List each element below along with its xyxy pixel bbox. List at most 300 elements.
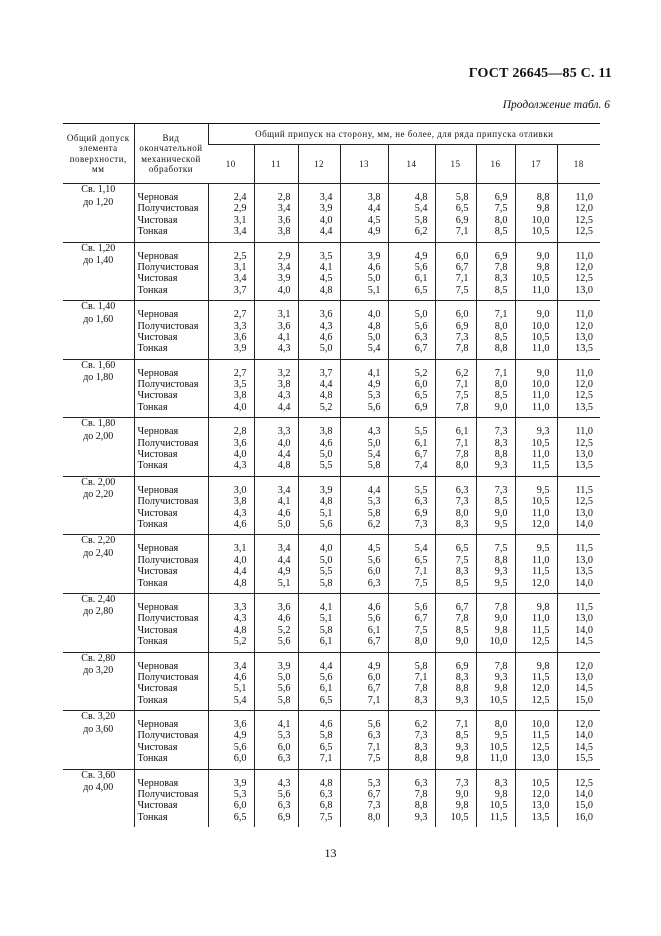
allowance-value: 11,5 xyxy=(575,601,593,613)
allowance-value: 3,1 xyxy=(277,309,291,321)
allowance-value: 9,5 xyxy=(536,484,550,496)
allowance-value: 7,8 xyxy=(414,683,428,695)
allowance-value: 7,1 xyxy=(455,273,469,285)
allowance-value: 12,5 xyxy=(575,226,593,238)
allowance-value: 14,0 xyxy=(575,518,593,530)
allowance-value: 5,8 xyxy=(367,460,381,472)
allowance-value: 13,5 xyxy=(575,460,593,472)
tolerance-line: до 4,00 xyxy=(83,782,114,794)
allowance-value: 11,0 xyxy=(532,401,550,413)
allowance-value: 5,0 xyxy=(319,449,333,461)
allowance-value: 5,8 xyxy=(367,507,381,519)
allowance-cell xyxy=(254,301,298,360)
allowance-cell xyxy=(254,242,298,301)
allowance-value: 5,6 xyxy=(277,636,291,648)
allowance-value: 3,8 xyxy=(277,226,291,238)
allowance-value: 7,1 xyxy=(319,753,333,765)
allowance-value: 11,5 xyxy=(532,624,550,636)
allowance-value: 11,0 xyxy=(575,309,593,321)
machining-type: Чистовая xyxy=(137,683,178,695)
allowance-value: 8,0 xyxy=(494,214,508,226)
allowance-value: 9,3 xyxy=(494,566,508,578)
allowance-value: 5,2 xyxy=(277,624,291,636)
allowance-value: 4,8 xyxy=(319,777,333,789)
allowance-value: 3,7 xyxy=(233,284,247,296)
allowance-cell xyxy=(340,476,388,535)
allowance-value: 6,1 xyxy=(319,683,333,695)
allowance-value: 10,5 xyxy=(531,777,550,789)
allowance-value: 8,0 xyxy=(494,320,508,332)
allowance-value: 4,8 xyxy=(319,284,333,296)
tolerance-line: Св. 3,20 xyxy=(81,711,116,723)
allowance-value: 6,7 xyxy=(455,601,469,613)
machining-type: Получистовая xyxy=(137,730,199,742)
allowance-value: 5,3 xyxy=(367,777,381,789)
allowance-value: 16,0 xyxy=(575,811,593,823)
machining-type: Черновая xyxy=(137,601,179,613)
allowance-value: 5,5 xyxy=(414,426,428,438)
allowance-cell xyxy=(298,711,340,770)
header-machining-type: Вид окончательной механической обработки xyxy=(134,124,208,184)
allowance-value: 6,2 xyxy=(414,226,428,238)
allowance-cell xyxy=(435,535,476,594)
allowance-value: 9,3 xyxy=(414,811,428,823)
allowance-value: 6,9 xyxy=(455,214,469,226)
allowance-value: 13,0 xyxy=(575,613,593,625)
allowance-value: 3,9 xyxy=(233,777,247,789)
allowance-value: 9,5 xyxy=(494,577,508,589)
allowance-value: 5,0 xyxy=(367,437,381,449)
allowance-value: 4,8 xyxy=(367,320,381,332)
allowance-value: 5,6 xyxy=(414,601,428,613)
page-number: 13 xyxy=(324,846,337,860)
allowance-value: 11,0 xyxy=(532,449,550,461)
allowance-value: 4,9 xyxy=(367,379,381,391)
allowance-cell xyxy=(208,652,254,711)
allowance-value: 3,4 xyxy=(277,261,291,273)
machining-type-cell xyxy=(134,418,208,477)
header-series-6: 16 xyxy=(476,145,515,184)
allowance-value: 9,0 xyxy=(494,401,508,413)
table-row xyxy=(63,535,600,594)
allowance-value: 8,3 xyxy=(494,437,508,449)
tolerance-line: Св. 2,20 xyxy=(81,535,116,547)
allowance-value: 8,5 xyxy=(494,390,508,402)
allowance-value: 2,9 xyxy=(277,250,291,262)
machining-type: Чистовая xyxy=(137,566,178,578)
allowance-value: 7,1 xyxy=(455,719,469,731)
allowance-value: 6,3 xyxy=(367,577,381,589)
machining-type: Тонкая xyxy=(137,401,168,413)
machining-type: Чистовая xyxy=(137,214,178,226)
table-row xyxy=(63,476,600,535)
allowance-cell xyxy=(298,418,340,477)
allowance-value: 4,6 xyxy=(277,613,291,625)
allowance-value: 3,9 xyxy=(319,484,333,496)
allowance-value: 9,8 xyxy=(455,800,469,812)
allowance-value: 4,6 xyxy=(277,507,291,519)
allowance-value: 8,0 xyxy=(494,379,508,391)
allowance-value: 6,0 xyxy=(367,566,381,578)
allowance-value: 5,1 xyxy=(277,577,291,589)
allowance-value: 6,3 xyxy=(414,777,428,789)
allowance-value: 7,1 xyxy=(367,741,381,753)
machining-type: Черновая xyxy=(137,543,179,555)
machining-type: Чистовая xyxy=(137,449,178,461)
allowance-value: 11,0 xyxy=(532,613,550,625)
allowance-value: 6,2 xyxy=(367,518,381,530)
allowance-value: 6,5 xyxy=(414,390,428,402)
allowance-value: 4,5 xyxy=(319,273,333,285)
allowance-value: 12,0 xyxy=(575,203,593,215)
allowance-value: 11,5 xyxy=(532,460,550,472)
allowance-value: 10,0 xyxy=(489,636,508,648)
allowance-cell xyxy=(208,535,254,594)
allowance-value: 5,3 xyxy=(367,390,381,402)
allowance-cell xyxy=(515,184,557,243)
tolerance-line: до 1,40 xyxy=(83,255,114,267)
allowance-value: 4,0 xyxy=(277,284,291,296)
allowance-value: 5,8 xyxy=(414,214,428,226)
allowance-value: 7,1 xyxy=(414,671,428,683)
table-row xyxy=(63,593,600,652)
allowance-value: 6,7 xyxy=(367,683,381,695)
allowance-cell xyxy=(254,535,298,594)
allowance-value: 4,4 xyxy=(277,554,291,566)
allowance-value: 13,0 xyxy=(531,800,550,812)
allowance-value: 12,0 xyxy=(531,577,550,589)
allowance-value: 5,5 xyxy=(319,460,333,472)
table-row xyxy=(63,711,600,770)
allowance-value: 3,9 xyxy=(233,343,247,355)
tolerance-cell xyxy=(63,476,134,535)
allowance-value: 5,0 xyxy=(319,554,333,566)
allowance-value: 6,5 xyxy=(319,694,333,706)
machining-type: Черновая xyxy=(137,777,179,789)
allowance-value: 4,3 xyxy=(233,613,247,625)
allowance-value: 4,6 xyxy=(319,719,333,731)
allowance-cell xyxy=(476,593,515,652)
allowance-value: 8,3 xyxy=(414,694,428,706)
machining-type: Черновая xyxy=(137,250,179,262)
allowance-value: 4,4 xyxy=(233,566,247,578)
allowance-cell xyxy=(557,476,600,535)
allowance-value: 7,3 xyxy=(455,777,469,789)
allowance-cell xyxy=(254,418,298,477)
allowance-value: 8,0 xyxy=(455,460,469,472)
allowance-value: 5,0 xyxy=(414,309,428,321)
allowance-cell xyxy=(515,476,557,535)
allowance-value: 15,0 xyxy=(575,694,593,706)
allowance-value: 12,5 xyxy=(531,636,550,648)
allowance-value: 6,3 xyxy=(414,496,428,508)
allowance-cell xyxy=(298,535,340,594)
allowance-value: 8,5 xyxy=(494,284,508,296)
allowance-cell xyxy=(254,593,298,652)
allowance-value: 6,3 xyxy=(319,789,333,801)
allowance-value: 8,3 xyxy=(494,273,508,285)
allowance-value: 4,4 xyxy=(319,660,333,672)
allowance-cell xyxy=(435,301,476,360)
allowance-value: 3,3 xyxy=(233,601,247,613)
machining-type: Тонкая xyxy=(137,577,168,589)
allowance-value: 4,4 xyxy=(277,449,291,461)
allowance-cell xyxy=(476,242,515,301)
machining-type: Тонкая xyxy=(137,811,168,823)
allowance-value: 3,6 xyxy=(319,309,333,321)
allowance-value: 9,8 xyxy=(494,624,508,636)
allowance-value: 2,8 xyxy=(233,426,247,438)
allowance-cell xyxy=(476,359,515,418)
allowance-value: 12,0 xyxy=(575,660,593,672)
machining-type: Чистовая xyxy=(137,624,178,636)
allowance-value: 10,0 xyxy=(531,320,550,332)
machining-type: Получистовая xyxy=(137,379,199,391)
allowance-value: 3,8 xyxy=(277,379,291,391)
allowance-value: 6,9 xyxy=(455,660,469,672)
allowance-value: 3,6 xyxy=(233,331,247,343)
allowance-value: 3,4 xyxy=(233,273,247,285)
allowance-cell xyxy=(435,418,476,477)
allowance-cell xyxy=(476,769,515,827)
allowance-value: 14,5 xyxy=(575,741,593,753)
allowance-value: 5,0 xyxy=(367,331,381,343)
machining-type: Тонкая xyxy=(137,284,168,296)
tolerance-line: Св. 2,00 xyxy=(81,476,116,488)
allowance-value: 3,6 xyxy=(233,719,247,731)
allowance-cell xyxy=(515,418,557,477)
allowance-value: 3,6 xyxy=(277,214,291,226)
allowance-cell xyxy=(340,418,388,477)
machining-type-cell xyxy=(134,359,208,418)
tolerance-line: Св. 1,80 xyxy=(81,418,116,430)
allowance-value: 8,8 xyxy=(494,449,508,461)
allowance-cell xyxy=(208,359,254,418)
allowance-cell xyxy=(298,301,340,360)
allowance-value: 7,5 xyxy=(455,554,469,566)
allowance-value: 9,0 xyxy=(536,367,550,379)
allowance-value: 7,5 xyxy=(455,284,469,296)
allowance-value: 7,8 xyxy=(414,789,428,801)
allowance-value: 8,8 xyxy=(536,192,550,203)
allowance-value: 4,6 xyxy=(233,671,247,683)
allowance-value: 5,6 xyxy=(414,320,428,332)
allowance-value: 14,5 xyxy=(575,683,593,695)
allowance-value: 5,4 xyxy=(233,694,247,706)
allowance-value: 11,0 xyxy=(575,367,593,379)
allowance-value: 5,2 xyxy=(233,636,247,648)
table-row xyxy=(63,301,600,360)
allowance-value: 9,5 xyxy=(536,543,550,555)
allowance-value: 11,5 xyxy=(575,484,593,496)
allowance-cell xyxy=(476,301,515,360)
allowance-value: 3,8 xyxy=(367,192,381,203)
allowance-value: 8,3 xyxy=(455,671,469,683)
allowance-value: 5,3 xyxy=(233,789,247,801)
allowance-value: 7,5 xyxy=(494,203,508,215)
allowance-value: 7,5 xyxy=(455,390,469,402)
header-series-2: 12 xyxy=(298,145,340,184)
allowance-value: 7,5 xyxy=(367,753,381,765)
allowance-value: 7,1 xyxy=(367,694,381,706)
allowance-value: 5,0 xyxy=(319,343,333,355)
header-series-4: 14 xyxy=(388,145,435,184)
allowance-value: 5,1 xyxy=(233,683,247,695)
allowance-value: 13,0 xyxy=(575,449,593,461)
allowance-value: 9,5 xyxy=(494,730,508,742)
allowance-value: 6,3 xyxy=(277,800,291,812)
allowance-value: 11,0 xyxy=(575,192,593,203)
allowance-value: 8,3 xyxy=(455,518,469,530)
header-series-1: 11 xyxy=(254,145,298,184)
allowance-value: 5,3 xyxy=(367,496,381,508)
allowance-value: 12,5 xyxy=(575,437,593,449)
allowance-value: 9,3 xyxy=(494,460,508,472)
allowance-cell xyxy=(340,301,388,360)
allowance-cell xyxy=(435,242,476,301)
allowance-value: 4,8 xyxy=(414,192,428,203)
machining-type-cell xyxy=(134,242,208,301)
allowance-value: 5,4 xyxy=(367,449,381,461)
machining-type: Получистовая xyxy=(137,437,199,449)
allowance-value: 6,1 xyxy=(319,636,333,648)
allowance-cell xyxy=(388,359,435,418)
allowance-value: 5,3 xyxy=(277,730,291,742)
allowance-cell xyxy=(298,769,340,827)
header-series-0: 10 xyxy=(208,145,254,184)
allowance-value: 6,7 xyxy=(414,343,428,355)
allowance-cell xyxy=(435,711,476,770)
tolerance-line: до 1,20 xyxy=(83,196,114,208)
allowance-value: 4,4 xyxy=(367,203,381,215)
allowance-value: 4,6 xyxy=(233,518,247,530)
header-series-8: 18 xyxy=(557,145,600,184)
allowance-value: 7,4 xyxy=(414,460,428,472)
allowance-value: 6,0 xyxy=(233,753,247,765)
allowance-cell xyxy=(435,184,476,243)
allowance-value: 5,2 xyxy=(319,401,333,413)
allowance-value: 6,1 xyxy=(414,273,428,285)
allowance-value: 3,8 xyxy=(233,496,247,508)
tolerance-cell xyxy=(63,359,134,418)
allowance-value: 14,0 xyxy=(575,789,593,801)
allowance-value: 4,0 xyxy=(367,309,381,321)
allowance-value: 3,4 xyxy=(233,226,247,238)
allowance-cell xyxy=(298,476,340,535)
allowance-value: 4,0 xyxy=(233,449,247,461)
allowance-value: 8,0 xyxy=(455,507,469,519)
allowance-value: 6,5 xyxy=(455,203,469,215)
tolerance-line: до 2,20 xyxy=(83,489,114,501)
machining-type: Тонкая xyxy=(137,636,168,648)
allowance-value: 8,0 xyxy=(414,636,428,648)
allowance-value: 4,9 xyxy=(277,566,291,578)
allowance-value: 13,5 xyxy=(531,811,550,823)
allowance-value: 13,0 xyxy=(575,331,593,343)
allowance-value: 11,5 xyxy=(532,566,550,578)
header-tolerance: Общий допуск элемента поверхности, мм xyxy=(63,124,134,184)
allowance-value: 10,0 xyxy=(531,719,550,731)
machining-type: Тонкая xyxy=(137,753,168,765)
allowance-value: 9,0 xyxy=(494,613,508,625)
allowance-value: 3,8 xyxy=(233,390,247,402)
allowance-value: 4,4 xyxy=(277,401,291,413)
machining-type: Чистовая xyxy=(137,390,178,402)
allowance-value: 3,9 xyxy=(277,660,291,672)
allowance-cell xyxy=(476,476,515,535)
allowance-value: 4,1 xyxy=(277,331,291,343)
allowance-value: 2,7 xyxy=(233,367,247,379)
tolerance-cell xyxy=(63,535,134,594)
allowance-cell xyxy=(340,711,388,770)
allowance-value: 3,9 xyxy=(319,203,333,215)
allowance-cell xyxy=(208,711,254,770)
allowance-value: 6,7 xyxy=(455,261,469,273)
allowance-cell xyxy=(340,769,388,827)
allowance-value: 6,9 xyxy=(414,507,428,519)
allowance-value: 9,8 xyxy=(494,683,508,695)
allowance-cell xyxy=(435,359,476,418)
allowance-cell xyxy=(557,242,600,301)
tolerance-cell xyxy=(63,301,134,360)
allowance-value: 3,2 xyxy=(277,367,291,379)
document-reference: ГОСТ 26645—85 С. 11 xyxy=(468,66,612,81)
header-series-7: 17 xyxy=(515,145,557,184)
allowance-value: 4,8 xyxy=(319,496,333,508)
allowance-value: 5,8 xyxy=(414,660,428,672)
allowance-value: 8,3 xyxy=(414,741,428,753)
tolerance-cell xyxy=(63,418,134,477)
machining-type: Чистовая xyxy=(137,331,178,343)
allowance-cell xyxy=(388,593,435,652)
machining-type: Черновая xyxy=(137,719,179,731)
tolerance-cell xyxy=(63,769,134,827)
machining-type: Чистовая xyxy=(137,507,178,519)
machining-type: Черновая xyxy=(137,660,179,672)
allowance-value: 12,0 xyxy=(575,320,593,332)
allowance-value: 3,3 xyxy=(277,426,291,438)
allowance-value: 6,5 xyxy=(414,284,428,296)
allowance-value: 7,3 xyxy=(494,426,508,438)
machining-type-cell xyxy=(134,652,208,711)
allowance-cell xyxy=(388,418,435,477)
allowance-cell xyxy=(388,711,435,770)
allowance-value: 11,0 xyxy=(532,554,550,566)
table-row xyxy=(63,359,600,418)
allowance-value: 8,0 xyxy=(494,719,508,731)
machining-type-cell xyxy=(134,184,208,243)
allowance-value: 9,3 xyxy=(536,426,550,438)
allowance-value: 10,0 xyxy=(531,379,550,391)
allowance-cell xyxy=(435,652,476,711)
allowance-value: 5,1 xyxy=(319,507,333,519)
tolerance-line: до 2,80 xyxy=(83,606,114,618)
allowance-cell xyxy=(388,476,435,535)
tolerance-line: Св. 1,10 xyxy=(81,184,116,195)
allowance-value: 5,6 xyxy=(277,789,291,801)
allowance-cell xyxy=(557,769,600,827)
allowance-value: 6,0 xyxy=(277,741,291,753)
allowance-cell xyxy=(557,535,600,594)
allowance-cell xyxy=(435,476,476,535)
allowance-value: 11,0 xyxy=(532,507,550,519)
allowance-value: 4,6 xyxy=(319,437,333,449)
allowance-value: 6,2 xyxy=(414,719,428,731)
allowance-cell xyxy=(557,593,600,652)
allowance-value: 4,5 xyxy=(367,543,381,555)
allowance-value: 3,8 xyxy=(319,426,333,438)
allowance-value: 12,5 xyxy=(575,496,593,508)
